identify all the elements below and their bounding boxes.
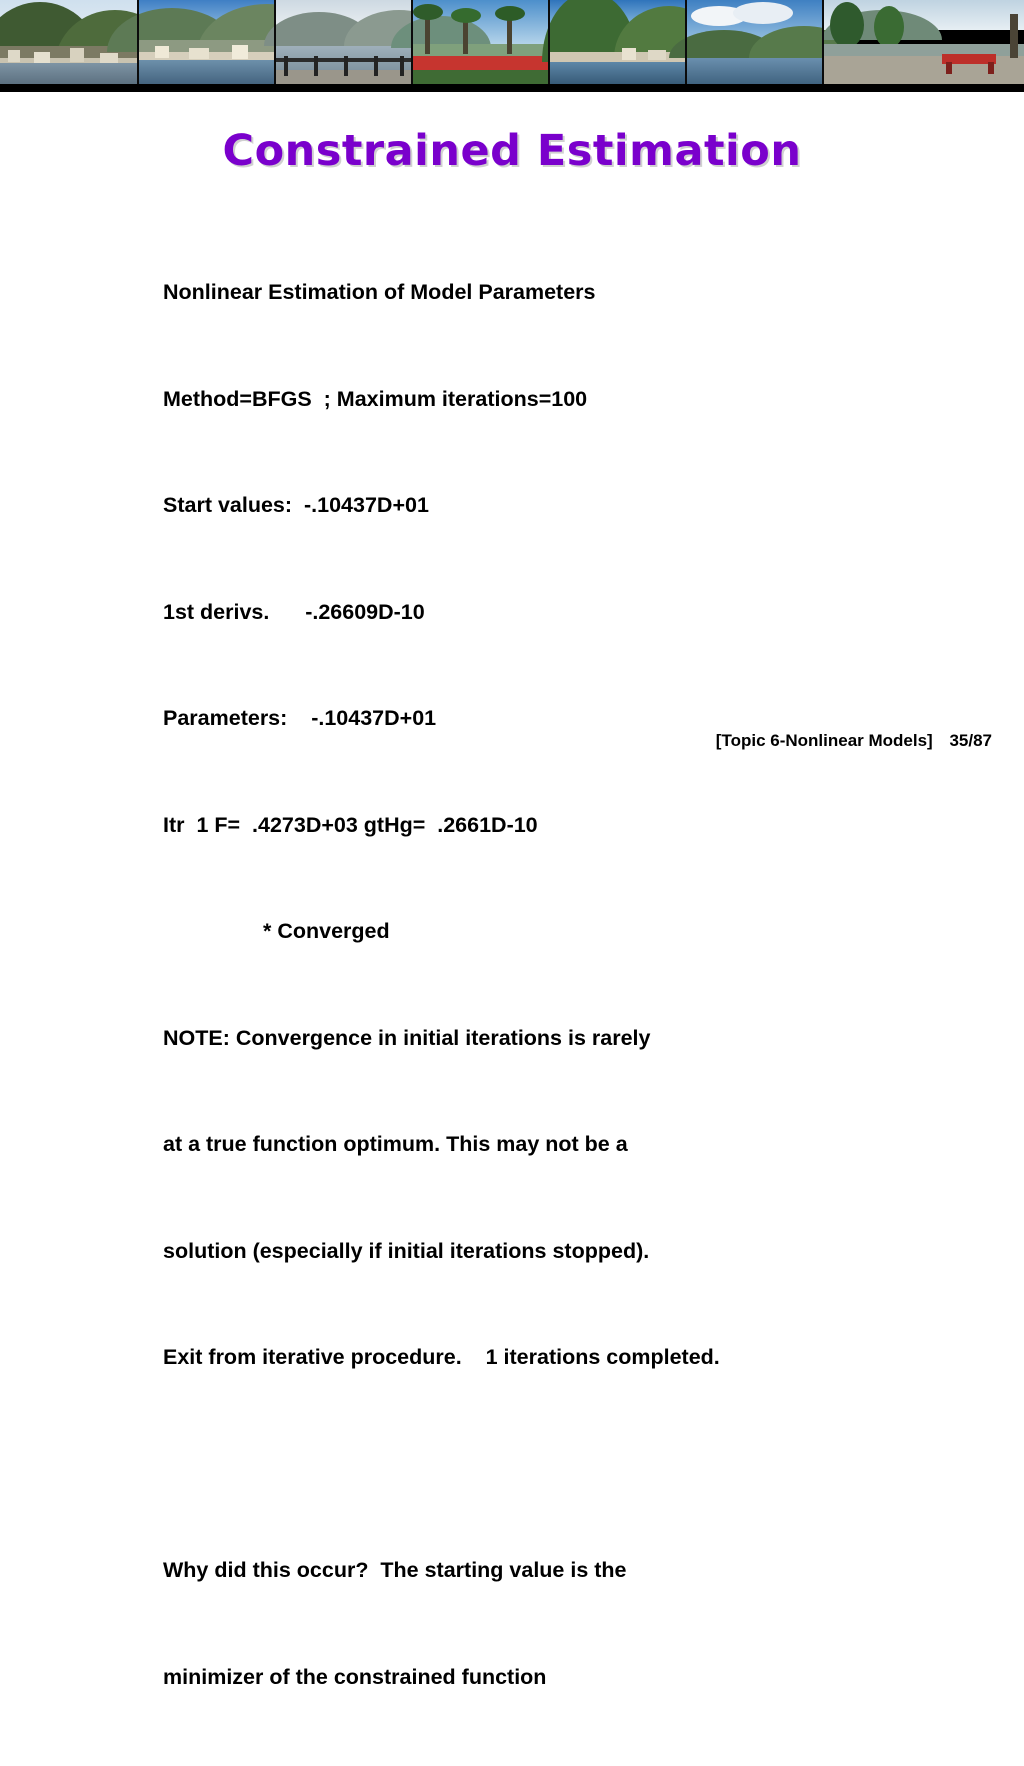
banner-photo-palm-trees-flowerbed <box>411 0 548 88</box>
body-line-spacer <box>163 1447 963 1483</box>
body-line: Itr 1 F= .4273D+03 gtHg= .2661D-10 <box>163 812 538 837</box>
banner-photo-green-mountain-bay <box>548 0 685 88</box>
footer-topic: [Topic 6-Nonlinear Models] <box>715 731 933 750</box>
body-line: 1st derivs. -.26609D-10 <box>163 599 425 624</box>
banner-photo-lake-town-panorama <box>137 0 274 88</box>
body-line: Why did this occur? The starting value is the <box>163 1558 627 1582</box>
body-line: Method=BFGS ; Maximum iterations=100 <box>163 386 588 411</box>
body-line: at a true function optimum. This may not be a <box>163 1132 628 1156</box>
body-line: Exit from iterative procedure. 1 iterations completed. <box>163 1345 720 1369</box>
footer <box>716 731 992 751</box>
footer-page-number: 35/87 <box>949 731 992 750</box>
page-title: Constrained Estimation <box>222 126 802 176</box>
body-line: NOTE: Convergence in initial iterations is rarely <box>163 1025 651 1050</box>
body-line: Nonlinear Estimation of Model Parameters <box>163 280 596 304</box>
banner-photo-waterfront-red-bench <box>822 0 1024 88</box>
body-line-converged: * Converged <box>263 919 390 943</box>
banner-photo-lake-shore-clouds <box>685 0 822 88</box>
banner-bottom-rule <box>0 84 1024 92</box>
body-line: minimizer of the constrained function <box>163 1664 547 1689</box>
body-line: Start values: -.10437D+01 <box>163 493 429 517</box>
body-line: Parameters: -.10437D+01 <box>163 706 437 730</box>
body-line: solution (especially if initial iterations stopped). <box>163 1238 650 1263</box>
body-text <box>163 204 963 1766</box>
photo-banner <box>0 0 1024 88</box>
